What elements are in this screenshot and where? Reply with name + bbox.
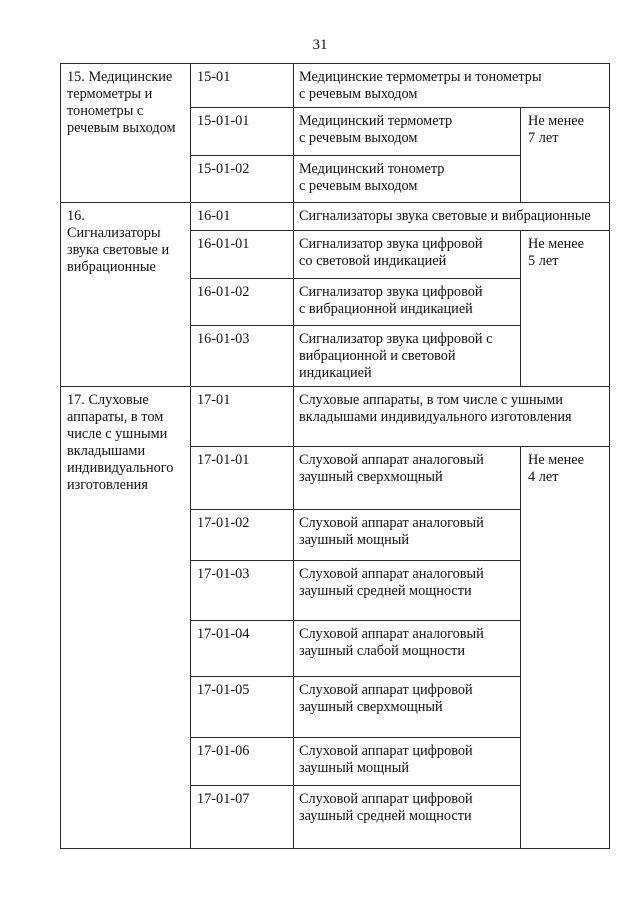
description-line: вкладышами индивидуального изготовления [299,409,572,426]
description-line: Слуховой аппарат цифровой [299,790,473,807]
category-line: 15. Медицинские [67,69,173,85]
category-line: звука световые и [67,241,170,258]
code-cell: 16-01-02 [191,278,294,325]
code-cell: 15-01-02 [191,156,294,203]
description-line: вибрационной и световой [299,347,456,364]
description-cell [294,202,610,230]
description-line: со световой индикацией [299,253,447,270]
description-cell [294,738,521,786]
category-line: вибрационные [67,258,156,275]
category-line: вкладышами [67,443,146,460]
category-line: аппараты, в том [67,409,164,426]
code-cell: 17-01-05 [191,677,294,738]
code-cell: 16-01-01 [191,231,294,279]
term-line: 5 лет [528,253,559,270]
description-line: Слуховые аппараты, в том числе с ушными [299,392,563,409]
description-line: заушный слабой мощности [299,642,465,659]
category-line: 16. [67,207,85,224]
term-cell [521,107,610,202]
description-cell [294,231,521,279]
description-line: Медицинский термометр [299,112,453,129]
description-line: заушный сверхмощный [299,469,443,486]
description-line: Медицинский тонометр [299,161,445,178]
category-line: Сигнализаторы [67,224,161,241]
description-line: Сигнализатор звука цифровой [299,283,483,300]
description-cell [294,278,521,325]
category-line: тонометры с [67,103,144,119]
table-row [61,387,610,447]
description-line: Слуховой аппарат аналоговый [299,565,484,582]
term-cell [521,231,610,387]
table-row [61,64,610,108]
product-table [60,63,610,849]
category-line: изготовления [67,477,148,494]
description-cell [294,677,521,738]
description-line: заушный мощный [299,532,410,549]
description-cell [294,156,521,203]
category-cell [61,64,191,203]
description-line: с речевым выходом [299,178,418,195]
description-line: Слуховой аппарат аналоговый [299,515,484,532]
code-cell: 17-01-02 [191,510,294,561]
term-line: Не менее [528,112,584,129]
code-cell: 17-01-01 [191,447,294,510]
page-number: 31 [312,37,328,53]
description-line: с речевым выходом [299,86,418,102]
code-cell: 16-01-03 [191,325,294,387]
code-cell: 17-01-06 [191,738,294,786]
code-cell: 17-01-07 [191,785,294,848]
description-line: с вибрационной индикацией [299,300,473,317]
term-line: Не менее [528,236,584,253]
description-line: Сигнализатор звука цифровой с [299,330,493,347]
code-cell: 15-01 [191,64,294,108]
term-line: 7 лет [528,129,559,146]
description-line: Слуховой аппарат аналоговый [299,452,484,469]
category-cell [61,202,191,387]
category-line: индивидуального [67,460,174,477]
description-cell [294,325,521,387]
description-cell [294,64,610,108]
code-cell: 16-01 [191,202,294,230]
description-line: заушный мощный [299,760,410,777]
description-line: Сигнализаторы звука световые и вибрационные [299,207,591,224]
description-cell [294,560,521,620]
category-line: термометры и [67,86,153,102]
category-cell [61,387,191,849]
description-line: Слуховой аппарат цифровой [299,743,473,760]
description-line: заушный средней мощности [299,582,472,599]
description-cell [294,387,610,447]
code-cell: 17-01-03 [191,560,294,620]
term-line: Не менее [528,452,584,469]
description-cell [294,620,521,677]
description-line: с речевым выходом [299,129,418,146]
category-line: речевым выходом [67,120,176,136]
description-line: Слуховой аппарат аналоговый [299,625,484,642]
description-line: заушный средней мощности [299,807,472,824]
description-cell [294,510,521,561]
code-cell: 17-01-04 [191,620,294,677]
category-line: числе с ушными [67,426,168,443]
code-cell: 15-01-01 [191,107,294,156]
description-line: Слуховой аппарат цифровой [299,682,473,699]
term-line: 4 лет [528,469,559,486]
table-row [61,202,610,230]
category-line: 17. Слуховые [67,392,149,409]
description-line: заушный сверхмощный [299,699,443,716]
description-cell [294,785,521,848]
description-cell [294,447,521,510]
description-line: индикацией [299,364,372,381]
term-cell [521,447,610,849]
code-cell: 17-01 [191,387,294,447]
description-line: Сигнализатор звука цифровой [299,236,483,253]
description-cell [294,107,521,156]
description-line: Медицинские термометры и тонометры [299,69,542,85]
